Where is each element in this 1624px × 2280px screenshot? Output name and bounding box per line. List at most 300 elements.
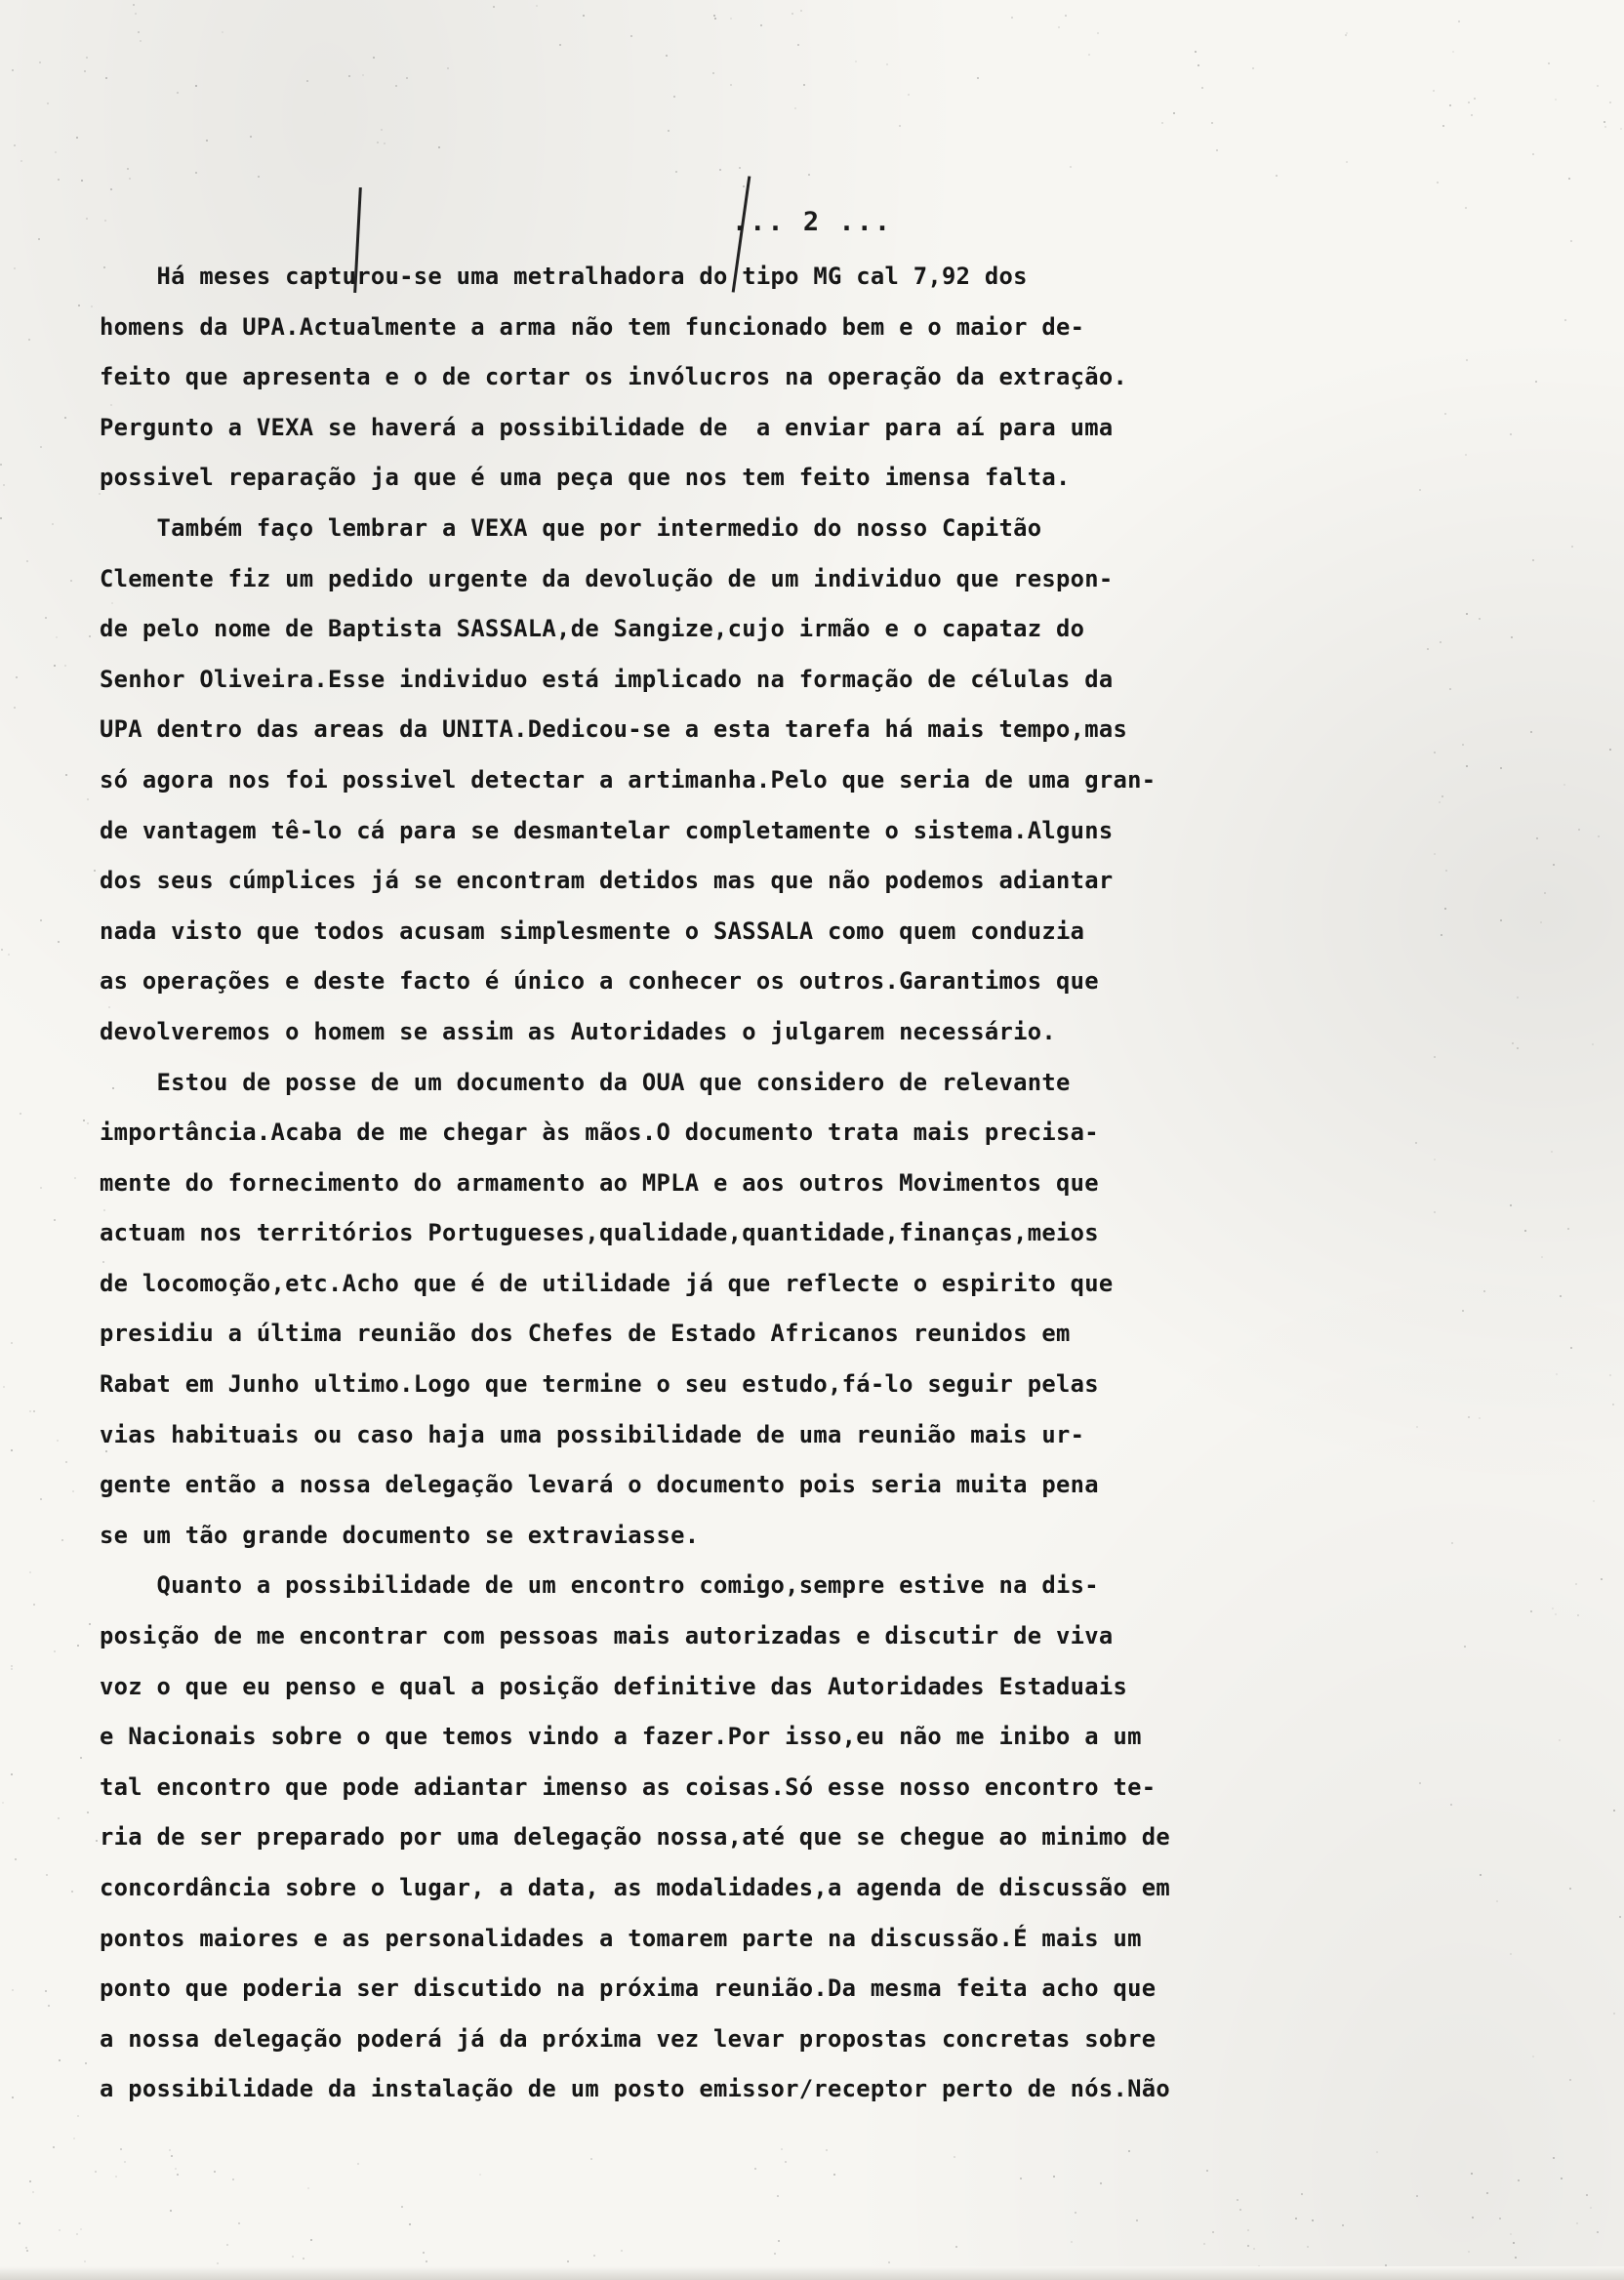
text-line: tal encontro que pode adiantar imenso as coisas.Só esse nosso encontro te- (100, 1772, 1157, 1801)
speckle (1513, 2242, 1515, 2244)
speckle (72, 1490, 74, 1492)
speckle (1468, 102, 1470, 103)
text-line: ponto que poderia ser discutido na próxima reunião.Da mesma feita acho que (100, 1975, 1157, 2003)
speckle (1613, 1810, 1615, 1812)
speckle (1510, 433, 1512, 435)
speckle (899, 125, 901, 127)
speckle (1499, 2218, 1501, 2219)
speckle (1479, 1417, 1481, 1419)
speckle (1071, 2241, 1073, 2243)
speckle (1203, 2243, 1205, 2245)
speckle (11, 1449, 13, 1451)
speckle (754, 2168, 756, 2170)
text-line: actuam nos territórios Portugueses,qualidade,quantidade,finanças,meios (100, 1219, 1099, 1247)
speckle (384, 142, 386, 144)
speckle (1449, 104, 1451, 106)
speckle (40, 446, 42, 448)
speckle (1556, 1373, 1558, 1375)
speckle (1295, 2218, 1297, 2219)
speckle (559, 44, 561, 46)
speckle (14, 707, 16, 709)
speckle (0, 464, 2, 466)
speckle (3, 484, 5, 486)
speckle (1239, 2209, 1241, 2211)
speckle (115, 2176, 117, 2178)
speckle (1486, 2192, 1488, 2194)
speckle (395, 85, 397, 87)
speckle (630, 35, 632, 37)
speckle (1555, 1613, 1557, 1615)
speckle (743, 185, 745, 187)
speckle (673, 96, 675, 98)
text-line: mente do fornecimento do armamento ao MPLA e aos outros Movimentos que (100, 1168, 1099, 1197)
speckle (1568, 178, 1570, 180)
text-line: a nossa delegação poderá já da próxima vez levar propostas concretas sobre (100, 2024, 1157, 2053)
speckle (1161, 122, 1163, 124)
speckle (65, 774, 67, 776)
speckle (222, 31, 223, 33)
speckle (306, 80, 308, 82)
speckle (1097, 32, 1099, 34)
speckle (124, 2161, 126, 2163)
speckle (129, 178, 131, 180)
speckle (85, 2062, 87, 2064)
speckle (1576, 2222, 1578, 2224)
speckle (1601, 1578, 1603, 1580)
text-line: se um tão grande documento se extraviasse. (100, 1521, 700, 1549)
speckle (91, 305, 93, 307)
speckle (1206, 2170, 1208, 2172)
speckle (1532, 559, 1534, 561)
speckle (87, 1812, 89, 1813)
speckle (1483, 1290, 1485, 1292)
speckle (84, 2260, 86, 2262)
speckle (177, 92, 179, 94)
speckle (1065, 15, 1067, 17)
speckle (1569, 2079, 1571, 2081)
speckle (76, 137, 78, 139)
text-line: dos seus cúmplices já se encontram detidos mas que não podemos adiantar (100, 867, 1114, 895)
speckle (140, 40, 142, 42)
speckle (170, 2210, 172, 2212)
speckle (1551, 1151, 1553, 1153)
speckle (1511, 636, 1513, 638)
speckle (86, 57, 88, 59)
speckle (348, 75, 350, 77)
speckle (11, 1342, 13, 1344)
speckle (138, 31, 140, 33)
speckle (12, 69, 14, 71)
speckle (1575, 1583, 1577, 1585)
speckle (954, 2156, 955, 2158)
speckle (110, 188, 112, 190)
speckle (26, 2250, 28, 2252)
speckle (195, 172, 197, 174)
speckle (1237, 2199, 1238, 2201)
page-number: ... 2 ... (731, 207, 893, 237)
speckle (1604, 121, 1605, 123)
speckle (46, 1874, 48, 1876)
speckle (668, 130, 670, 132)
text-line: presidiu a última reunião dos Chefes de Estado Africanos reunidos em (100, 1320, 1071, 1348)
speckle (479, 2174, 481, 2176)
speckle (1530, 1610, 1532, 1612)
text-line: UPA dentro das areas da UNITA.Dedicou-se a esta tarefa há mais tempo,mas (100, 715, 1128, 744)
speckle (19, 2222, 20, 2224)
speckle (1577, 1614, 1579, 1616)
speckle (583, 15, 585, 17)
text-line: concordância sobre o lugar, a data, as modalidades,a agenda de discussão em (100, 1874, 1171, 1901)
speckle (1216, 149, 1218, 151)
text-line: Pergunto a VEXA se haverá a possibilidade de a enviar para aí para uma (100, 413, 1114, 441)
speckle (1593, 1500, 1595, 1502)
text-line: voz o que eu penso e qual a posição definitive das Autoridades Estaduais (100, 1672, 1128, 1700)
speckle (80, 2228, 82, 2230)
speckle (15, 1858, 17, 1860)
speckle (426, 2260, 427, 2262)
speckle (714, 18, 716, 20)
speckle (1312, 2219, 1314, 2221)
speckle (8, 954, 10, 956)
speckle (33, 1604, 35, 1606)
speckle (45, 617, 47, 619)
speckle (1544, 892, 1546, 894)
text-line: e Nacionais sobre o que temos vindo a fazer.Por isso,eu não me inibo a um (100, 1723, 1142, 1751)
speckle (730, 18, 732, 20)
speckle (1211, 122, 1213, 124)
speckle (1471, 114, 1473, 116)
speckle (1053, 2176, 1055, 2178)
speckle (87, 798, 89, 800)
text-line: homens da UPA.Actualmente a arma não tem funcionado bem e o maior de- (100, 312, 1085, 341)
speckle (32, 2191, 34, 2193)
speckle (48, 2005, 50, 2007)
speckle (96, 1840, 98, 1842)
speckle (74, 1177, 76, 1179)
speckle (1307, 2246, 1309, 2248)
speckle (1458, 20, 1460, 22)
speckle (12, 2097, 14, 2098)
speckle (493, 6, 495, 8)
speckle (52, 523, 54, 525)
speckle (1609, 749, 1611, 751)
speckle (423, 2252, 425, 2254)
speckle (195, 85, 197, 87)
speckle (81, 180, 83, 182)
speckle (64, 665, 66, 667)
speckle (536, 5, 538, 7)
speckle (95, 2171, 97, 2173)
speckle (1011, 17, 1013, 19)
speckle (1201, 87, 1203, 89)
speckle (53, 2146, 55, 2148)
speckle (73, 2138, 75, 2139)
speckle (675, 171, 677, 173)
speckle (1301, 2193, 1303, 2195)
speckle (1524, 1230, 1526, 1232)
text-line: ria de ser preparado por uma delegação nossa,até que se chegue ao minimo de (100, 1823, 1171, 1852)
speckle (226, 2244, 228, 2246)
speckle (1510, 1953, 1512, 1955)
speckle (719, 169, 721, 171)
speckle (1, 949, 3, 951)
speckle (1578, 829, 1580, 831)
speckle (1075, 2212, 1076, 2214)
speckle (206, 140, 208, 142)
text-line: pontos maiores e as personalidades a tomarem parte na discussão.É mais um (100, 1924, 1142, 1952)
speckle (59, 2229, 61, 2231)
speckle (1552, 1608, 1554, 1609)
speckle (826, 2149, 828, 2151)
speckle (1247, 2245, 1249, 2247)
speckle (120, 2148, 122, 2150)
speckle (1597, 2231, 1599, 2233)
speckle (38, 238, 40, 240)
speckle (1532, 2056, 1534, 2057)
speckle (1466, 613, 1468, 615)
speckle (1195, 51, 1197, 53)
speckle (1590, 2207, 1592, 2209)
speckle (409, 2223, 411, 2225)
speckle (12, 1989, 14, 1991)
speckle (40, 1187, 42, 1189)
speckle (84, 70, 86, 72)
speckle (1535, 381, 1537, 383)
text-line: Também faço lembrar a VEXA que por intermedio do nosso Capitão (100, 513, 1042, 542)
speckle (1376, 2151, 1378, 2153)
text-line: de pelo nome de Baptista SASSALA,de Sangize,cujo irmão e o capataz do (100, 615, 1085, 643)
speckle (33, 1410, 35, 1412)
speckle (55, 151, 57, 153)
speckle (127, 168, 129, 170)
speckle (797, 44, 799, 46)
speckle (1500, 919, 1502, 921)
speckle (14, 267, 16, 269)
speckle (1474, 98, 1476, 100)
speckle (1472, 2217, 1474, 2219)
speckle (258, 176, 260, 178)
speckle (792, 13, 793, 15)
speckle (357, 2163, 359, 2165)
speckle (29, 1571, 31, 1573)
speckle (1252, 67, 1254, 69)
speckle (1500, 767, 1502, 769)
speckle (57, 1440, 59, 1442)
speckle (438, 146, 440, 148)
speckle (169, 2149, 171, 2151)
speckle (11, 1773, 13, 1775)
speckle (310, 2239, 312, 2241)
speckle (1416, 2195, 1418, 2197)
speckle (1276, 175, 1278, 177)
speckle (1437, 182, 1439, 183)
speckle (1553, 864, 1555, 866)
speckle (89, 635, 91, 637)
speckle (214, 2171, 216, 2173)
speckle (1070, 166, 1072, 168)
speckle (1173, 112, 1175, 114)
speckle (1452, 51, 1454, 53)
text-line: de locomoção,etc.Acho que é de utilidade já que reflecte o espirito que (100, 1269, 1114, 1297)
speckle (1561, 2178, 1563, 2179)
speckle (794, 107, 796, 109)
speckle (11, 1668, 13, 1670)
speckle (855, 61, 857, 62)
speckle (2, 1802, 4, 1804)
speckle (1468, 2251, 1470, 2253)
speckle (803, 84, 805, 86)
speckle (65, 1461, 67, 1463)
speckle (11, 1665, 13, 1667)
speckle (76, 2233, 78, 2235)
speckle (1563, 784, 1565, 786)
speckle (808, 174, 810, 176)
speckle (977, 77, 979, 79)
speckle (87, 1122, 89, 1124)
speckle (77, 1645, 79, 1647)
speckle (26, 560, 28, 562)
speckle (20, 1113, 21, 1115)
speckle (1100, 2182, 1102, 2184)
text-line: nada visto que todos acusam simplesmente o SASSALA como quem conduzia (100, 916, 1085, 945)
speckle (1564, 319, 1566, 321)
speckle (70, 580, 72, 582)
speckle (1510, 2233, 1512, 2235)
speckle (1609, 1374, 1611, 1376)
speckle (83, 1120, 85, 1121)
speckle (739, 167, 741, 169)
speckle (1570, 240, 1572, 242)
speckle (1540, 921, 1542, 923)
speckle (1620, 128, 1622, 130)
speckle (78, 305, 80, 306)
speckle (800, 10, 802, 12)
speckle (666, 55, 668, 57)
text-line: as operações e deste facto é único a conhecer os outros.Garantimos que (100, 967, 1099, 996)
speckle (133, 4, 135, 6)
text-line: gente então a nossa delegação levará o documento pois seria muita pena (100, 1471, 1099, 1499)
speckle (1541, 1256, 1543, 1258)
speckle (1517, 1047, 1519, 1049)
speckle (590, 2158, 592, 2160)
speckle (303, 2258, 304, 2260)
speckle (1346, 161, 1348, 163)
speckle (1598, 835, 1600, 837)
speckle (307, 2187, 309, 2189)
speckle (61, 1539, 63, 1541)
speckle (1567, 1228, 1569, 1230)
text-line: a possibilidade da instalação de um posto emissor/receptor perto de nós.Não (100, 2075, 1171, 2103)
speckle (1536, 837, 1538, 839)
speckle (1442, 125, 1444, 127)
speckle (56, 636, 58, 638)
speckle (888, 2261, 890, 2263)
speckle (59, 2059, 61, 2061)
letter-body (100, 252, 1466, 2115)
speckle (1553, 2157, 1555, 2159)
speckle (1592, 1043, 1594, 1045)
speckle (401, 2206, 403, 2208)
speckle (54, 1219, 56, 1221)
speckle (71, 1891, 73, 1893)
speckle (781, 2148, 783, 2150)
speckle (377, 142, 379, 143)
speckle (1548, 62, 1550, 64)
speckle (105, 77, 107, 79)
speckle (777, 2195, 779, 2197)
speckle (1468, 1416, 1470, 1418)
speckle (785, 2161, 787, 2163)
text-line: posição de me encontrar com pessoas mais autorizadas e discutir de viva (100, 1622, 1114, 1650)
speckle (58, 179, 60, 181)
speckle (135, 13, 137, 15)
speckle (28, 339, 30, 341)
speckle (1512, 1042, 1514, 1044)
speckle (1496, 1900, 1498, 1902)
text-line: Há meses capturou-se uma metralhadora do tipo MG cal 7,92 dos (100, 263, 1028, 290)
speckle (381, 129, 383, 131)
speckle (955, 2246, 957, 2248)
speckle (1571, 546, 1573, 548)
speckle (47, 102, 49, 104)
speckle (713, 15, 715, 17)
speckle (712, 72, 714, 74)
speckle (25, 2247, 27, 2249)
speckle (45, 1990, 47, 1992)
speckle (14, 144, 16, 146)
speckle (64, 417, 66, 419)
text-line: só agora nos foi possivel detectar a artimanha.Pelo que seria de uma gran- (100, 765, 1157, 794)
speckle (1517, 997, 1519, 998)
speckle (760, 24, 762, 26)
text-line: Rabat em Junho ultimo.Logo que termine o seu estudo,fá-lo seguir pelas (100, 1370, 1099, 1399)
speckle (1559, 1739, 1561, 1741)
speckle (1570, 1347, 1572, 1349)
speckle (40, 1498, 42, 1500)
speckle (58, 941, 60, 943)
speckle (1609, 102, 1611, 103)
speckle (593, 2255, 595, 2257)
speckle (177, 2174, 179, 2176)
speckle (292, 2256, 294, 2258)
speckle (3, 1386, 5, 1388)
speckle (1613, 2013, 1615, 2015)
speckle (362, 74, 364, 76)
text-line: Clemente fiz um pedido urgente da devolução de um individuo que respon- (100, 564, 1114, 592)
speckle (80, 1757, 82, 1759)
speckle (232, 2178, 234, 2180)
speckle (1345, 34, 1347, 36)
speckle (1515, 2257, 1517, 2259)
speckle (238, 2222, 240, 2224)
speckle (447, 67, 449, 69)
text-line: Estou de posse de um documento da OUA que considero de relevante (100, 1068, 1071, 1096)
speckle (1560, 1295, 1562, 1297)
speckle (171, 2155, 173, 2157)
page-bottom-edge (0, 2266, 1624, 2280)
speckle (175, 2168, 177, 2170)
speckle (29, 2180, 31, 2182)
speckle (89, 1623, 91, 1625)
speckle (54, 1650, 56, 1652)
speckle (833, 2174, 835, 2176)
speckle (217, 2262, 219, 2264)
text-line: possivel reparação ja que é uma peça que nos tem feito imensa falta. (100, 464, 1071, 492)
speckle (567, 2260, 569, 2262)
text-line: vias habituais ou caso haja uma possibilidade de uma reunião mais ur- (100, 1420, 1085, 1448)
speckle (1466, 765, 1468, 767)
speckle (373, 57, 375, 59)
